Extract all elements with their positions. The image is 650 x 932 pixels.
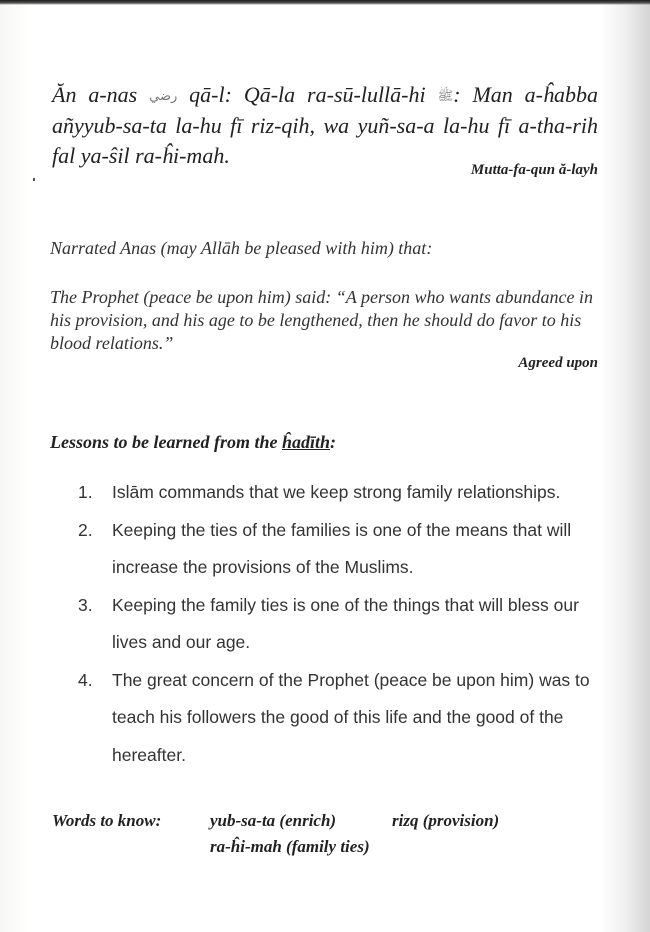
transliteration-part-1: Ăn a-nas [52,82,150,107]
salawat-seal: ﷺ [437,88,454,103]
lesson-number: 1. [78,482,93,502]
lessons-heading-text: Lessons to be learned from the [50,432,282,452]
lesson-item [78,587,608,662]
ink-speck [33,178,35,181]
words-to-know-label: Words to know: [52,811,162,830]
transliteration-reference: Mutta-fa-qun ă-layh [470,162,598,178]
lesson-item [78,474,608,512]
lesson-text: Keeping the family ties is one of the things that will bless our lives and our age. [112,594,579,652]
lessons-heading [50,432,336,453]
hadith-term: ĥadīth [282,432,331,452]
lesson-item [78,512,608,587]
lesson-number: 2. [78,519,93,540]
transliteration-part-3: : Man a-ĥabba añyyub-sa-ta la-hu fī riz-qih, wa yuñ-sa-a la-hu fī a-tha-rih fal ya-ŝil ra-ĥi-mah. [52,82,599,168]
narrator-line: Narrated Anas (may Allāh be pleased with him) that: [50,238,433,258]
lesson-number: 4. [78,669,93,690]
hadith-transliteration [52,80,598,171]
radiallahu-anhu-seal: رضي [149,88,178,103]
vocab-word: ra-ĥi-mah (family ties) [210,837,370,856]
vocab-word: rizq (provision) [392,811,500,830]
lesson-text: Keeping the ties of the families is one of the means that will increase the provisions of the Muslims. [112,519,572,577]
lessons-list [78,474,608,774]
lesson-item [78,662,608,775]
hadith-translation: The Prophet (peace be upon him) said: “A person who wants abundance in his provision, and his age to be lengthened, then he should do favor to his blood relations.” [50,287,593,353]
transliteration-part-2: qā-l: Qā-la ra-sū-lullā-hi [177,82,438,107]
lessons-heading-colon: : [330,432,337,452]
lesson-number: 3. [78,594,93,615]
lesson-text: Islām commands that we keep strong family relationships. [112,482,561,502]
page-top-edge [0,0,650,5]
vocab-word: yub-sa-ta (enrich) [210,811,337,830]
lesson-text: The great concern of the Prophet (peace be upon him) was to teach his followers the good of this life and the good of the hereafter. [112,669,590,765]
translation-reference: Agreed upon [518,355,598,371]
